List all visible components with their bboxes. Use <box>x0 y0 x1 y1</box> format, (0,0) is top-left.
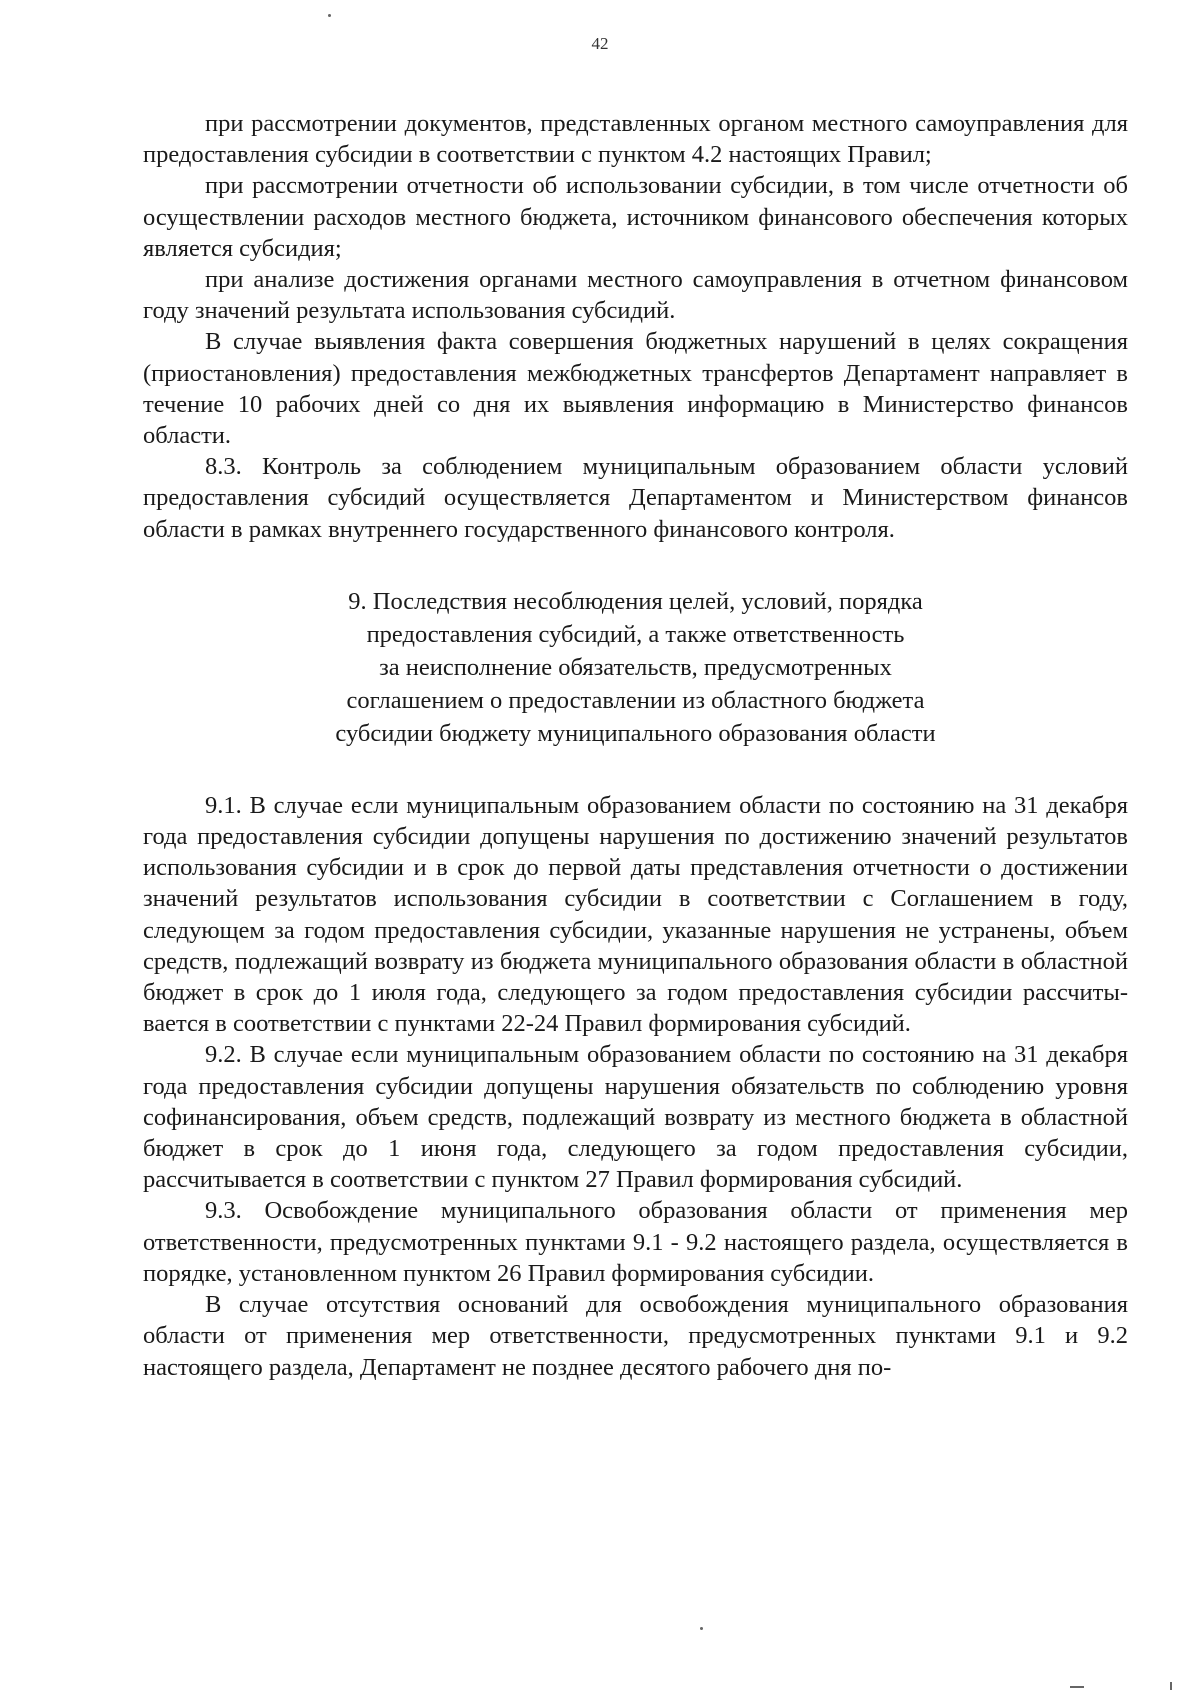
paragraph: В случае выявления факта совершения бюджетных нарушений в целях сокращения (приостановления) предоставления межбюджетных трансфертов Департамент направляет в течение 10 рабочих дней со дня их выявления информацию в Министерство финансов области. <box>143 328 1128 450</box>
section-heading: 9. Последствия несоблюдения целей, условий, порядка предоставления субсидий, а также ответственность за неисполнение обязательств, предусмотренных соглашением о предоставлении из областного бюджета субсидии бюджету муниципального образования области <box>335 587 936 747</box>
scan-speck <box>328 14 331 17</box>
paragraph: при анализе достижения органами местного самоуправления в отчетном финансовом году значений результата использования субсидий. <box>143 266 1128 325</box>
scan-speck <box>700 1627 703 1630</box>
scan-speck <box>1070 1686 1084 1688</box>
paragraph: В случае отсутствия оснований для освобождения муниципального образования области от применения мер ответственности, предусмотренных пунктами 9.1 и 9.2 настоящего раздела, Департамент не позднее десятого рабочего дня по- <box>143 1291 1128 1381</box>
paragraph: при рассмотрении документов, представленных органом местного самоуправления для предоставления субсидии в соответствии с пунктом 4.2 настоящих Правил; <box>143 110 1128 169</box>
scan-speck <box>1170 1682 1172 1690</box>
paragraph: 9.2. В случае если муниципальным образованием области по состоянию на 31 декабря года предоставления субсидии допущены нарушения обязательств по соблюдению уровня софинансирования, объем средств, подлежащий возврату из местного бюджета в областной бюджет в срок до 1 июня года, следующего за годом предоставления субсидии, рассчитывается в соответствии с пунктом 27 Правил формирования субсидий. <box>143 1041 1128 1194</box>
page-number: 42 <box>591 34 609 53</box>
paragraph: 9.3. Освобождение муниципального образования области от применения мер ответственности, предусмотренных пунктами 9.1 - 9.2 настоящего раздела, осуществляется в порядке, установленном пунктом 26 Правил формирования субсидии. <box>143 1197 1128 1287</box>
paragraph: при рассмотрении отчетности об использовании субсидии, в том числе отчетности об осуществлении расходов местного бюджета, источником финансового обеспечения которых является субсидия; <box>143 172 1128 262</box>
paragraph: 8.3. Контроль за соблюдением муниципальным образованием области условий предоставления субсидий осуществляется Департаментом и Министерством финансов области в рамках внутреннего государственного финансового контроля. <box>143 453 1128 543</box>
paragraph: 9.1. В случае если муниципальным образованием области по состоянию на 31 декабря года предоставления субсидии допущены нарушения по достижению значений результатов использования субсидии и в срок до первой даты представления отчетности о достижении значений результатов использования субсидии в соответствии с Соглашением в году, следующем за годом предоставления субсидии, указанные нарушения не устранены, объем средств, подлежащий возврату из бюджета муниципального образования области в областной бюджет в срок до 1 июля года, следующего за годом предоставления субсидии рассчитывается в соответствии с пунктами 22-24 Правил формирования субсидий. <box>143 791 1128 1038</box>
document-body <box>143 108 1128 1383</box>
